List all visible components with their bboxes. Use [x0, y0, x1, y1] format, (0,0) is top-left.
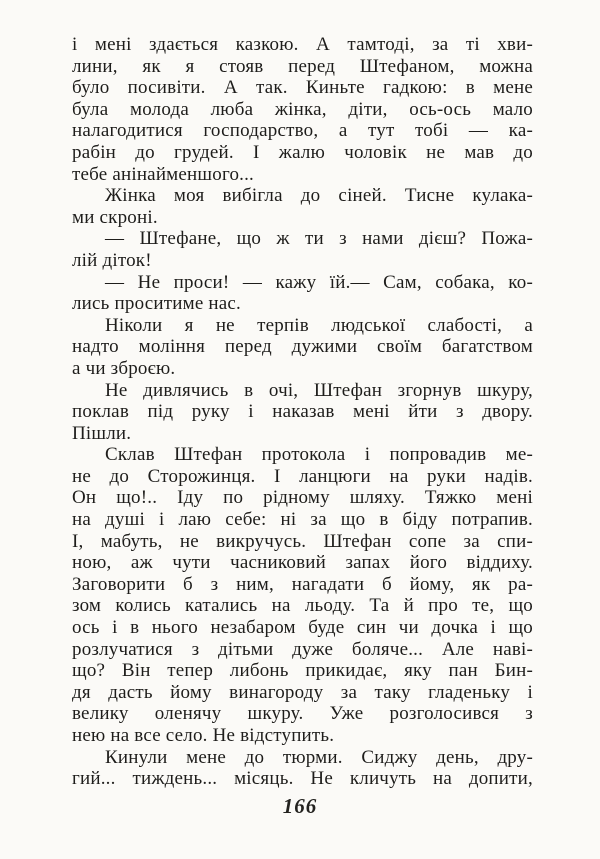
- text-line: Пішли.: [72, 422, 132, 444]
- text-line: розлучатися з дітьми дуже боляче... Але наві-: [72, 638, 533, 660]
- text-line: надто моління перед дужими своїм багатством: [72, 336, 533, 358]
- text-line: — Штефане, що ж ти з нами дієш? Пожа-: [105, 228, 533, 250]
- text-line: Склав Штефан протокола і попровадив ме-: [105, 444, 533, 466]
- text-line: ною, аж чути часниковий запах його віддиху.: [72, 552, 533, 574]
- text-line: і мені здається казкою. А тамтоді, за ті хви-: [72, 34, 533, 55]
- text-line: на душі і лаю себе: ні за що в біду потрапив.: [72, 509, 533, 531]
- text-line: що? Він тепер либонь прикидає, яку пан Бин-: [72, 660, 533, 682]
- text-line: поклав під руку і наказав мені йти з двору.: [72, 401, 533, 423]
- paragraph: [72, 747, 533, 790]
- text-line: лій діток!: [72, 249, 152, 271]
- text-line: Он що!.. Іду по рідному шляху. Тяжко мені: [72, 487, 533, 509]
- text-line: дя дасть йому винагороду за таку гладеньку і: [72, 681, 533, 703]
- text-line: а чи зброєю.: [72, 357, 176, 379]
- text-line: лись проситиме нас.: [72, 293, 242, 315]
- text-line: Кинули мене до тюрми. Сиджу день, дру-: [105, 746, 533, 768]
- page-number: 166: [282, 794, 318, 818]
- text-line: ось і в нього незабаром буде син чи дочка і що: [72, 617, 533, 639]
- text-line: не до Сторожинця. І ланцюги на руки надів.: [72, 465, 533, 487]
- text-line: зом колись катались на льоду. Та й про те, що: [72, 595, 533, 617]
- text-line: ми скроні.: [72, 206, 158, 228]
- text-line: була молода люба жінка, діти, ось-ось мало: [72, 98, 533, 120]
- text-line: було посивіти. А так. Киньте гадкою: в мене: [72, 77, 533, 99]
- text-line: налагодитися господарство, а тут тобі — ка-: [72, 120, 533, 142]
- text-line: гий... тиждень... місяць. Не кличуть на допити,: [72, 768, 533, 790]
- text-line: велику оленячу шкуру. Уже розголосився з: [72, 703, 533, 725]
- text-line: Жінка моя вибігла до сіней. Тисне кулака-: [105, 185, 533, 207]
- paragraph: [72, 444, 533, 746]
- text-line: тебе анінайменшого...: [72, 163, 255, 185]
- text-line: Ніколи я не терпів людської слабості, а: [105, 314, 533, 336]
- text-line: Не дивлячись в очі, Штефан згорнув шкуру,: [105, 379, 533, 401]
- text-line: рабін до грудей. І жалю чоловік не мав до: [72, 141, 533, 163]
- paragraph: [72, 228, 533, 271]
- text-line: — Не проси! — кажу їй.— Сам, собака, ко-: [105, 271, 533, 293]
- paragraph: [72, 272, 533, 315]
- paragraph: [72, 380, 533, 445]
- paragraph: [72, 34, 533, 185]
- text-line: лини, як я стояв перед Штефаном, можна: [72, 55, 533, 77]
- page-text: [72, 34, 533, 790]
- text-line: Заговорити б з ним, нагадати б йому, як ра-: [72, 573, 533, 595]
- paragraph: [72, 185, 533, 228]
- text-line: нею на все село. Не відступить.: [72, 725, 335, 746]
- text-line: І, мабуть, не викручусь. Штефан сопе за спи-: [72, 530, 533, 552]
- paragraph: [72, 315, 533, 380]
